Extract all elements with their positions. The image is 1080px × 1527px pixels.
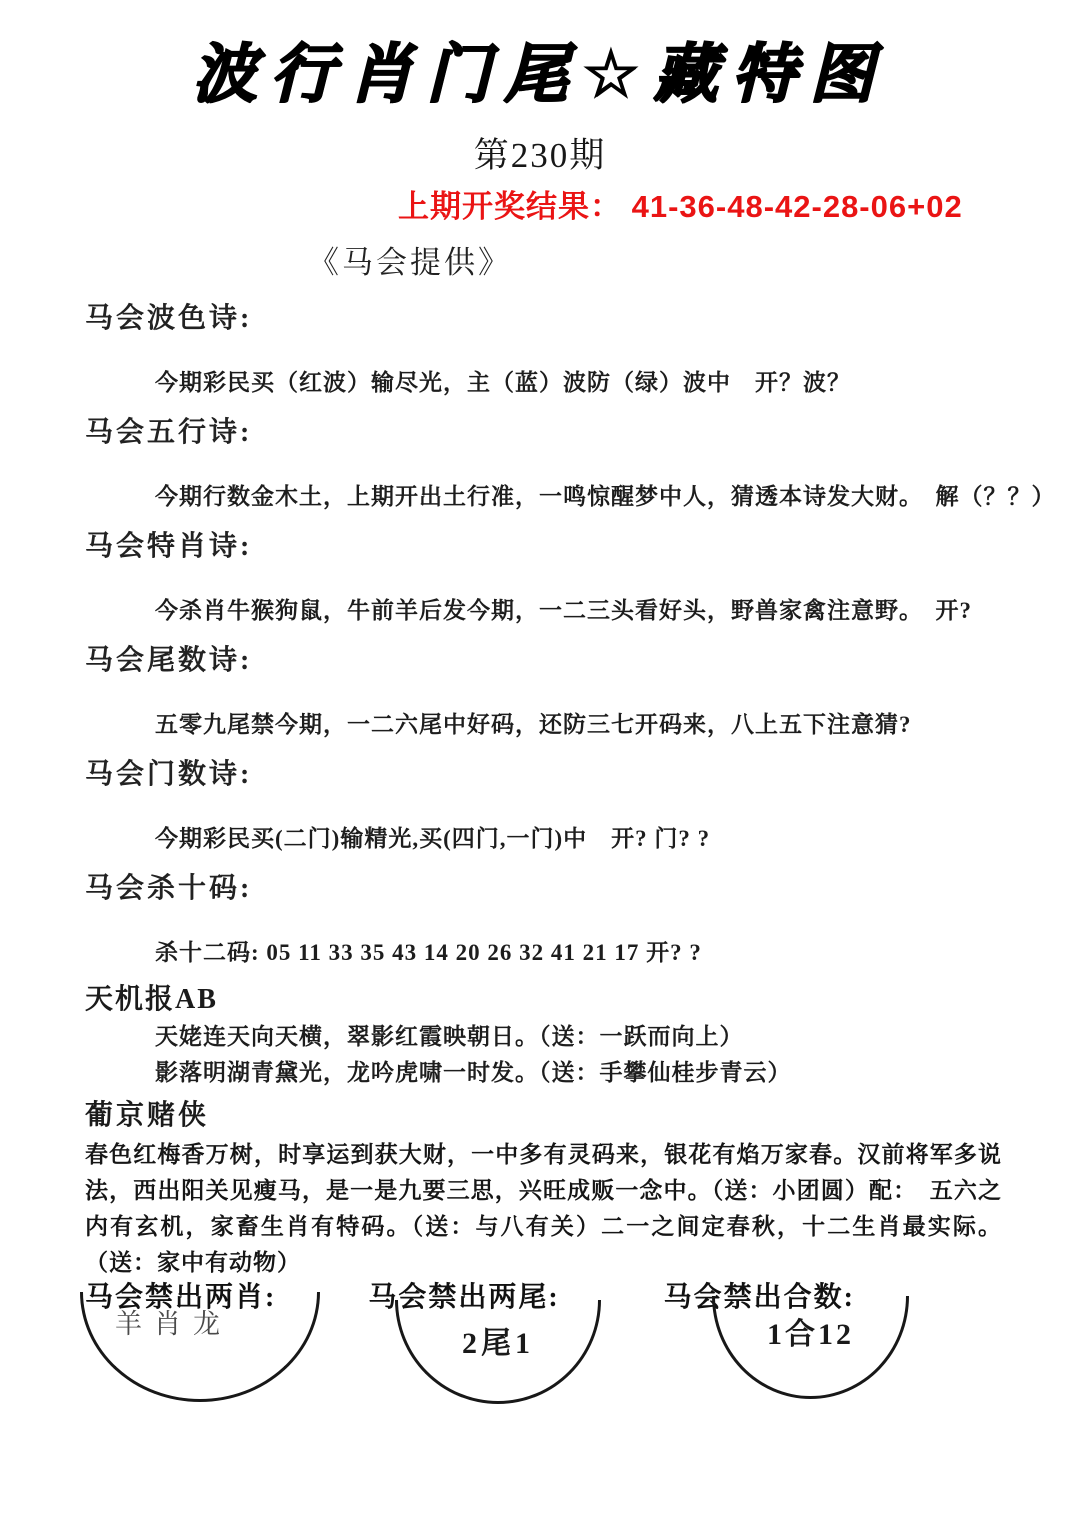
section-poem-wave-color: 今期彩民买（红波）输尽光，主（蓝）波防（绿）波中 开？波？ (155, 370, 851, 395)
kill-twelve-codes-line: 杀十二码: 05 11 33 35 43 14 20 26 32 41 21 17 开? ? (155, 940, 702, 965)
section-heading-tail-number: 马会尾数诗: (85, 645, 253, 676)
pujing-gambler-heading: 葡京赌侠 (85, 1100, 210, 1131)
section-heading-five-elements: 马会五行诗: (85, 417, 253, 448)
forbidden-sum-oval (712, 1296, 909, 1399)
last-draw-result: 上期开奖结果： 41-36-48-42-28-06+02 (398, 189, 963, 224)
section-heading-gate-number: 马会门数诗: (85, 759, 253, 790)
section-poem-gate-number: 今期彩民买(二门)输精光,买(四门,一门)中 开? 门? ? (155, 826, 711, 851)
forbidden-two-zodiac-heading: 马会禁出两肖: (85, 1282, 277, 1313)
section-heading-wave-color: 马会波色诗: (85, 303, 253, 334)
forbidden-two-zodiac-value: 羊肖龙 (115, 1309, 232, 1339)
forbidden-sum-heading: 马会禁出合数: (663, 1282, 855, 1313)
provider-note: 《马会提供》 (308, 245, 512, 280)
tianji-report-heading: 天机报AB (85, 984, 218, 1015)
section-poem-tail-number: 五零九尾禁今期，一二六尾中好码，还防三七开码来，八上五下注意猜? (155, 712, 912, 737)
page-title: 波行肖门尾☆藏特图 (192, 38, 888, 112)
forbidden-two-tails-oval (395, 1300, 601, 1404)
section-poem-special-zodiac: 今杀肖牛猴狗鼠，牛前羊后发今期，一二三头看好头，野兽家禽注意野。 开? (155, 598, 972, 623)
issue-number: 第230期 (473, 136, 607, 175)
section-poem-five-elements: 今期行数金木土，上期开出土行准，一鸣惊醒梦中人，猜透本诗发大财。 解（？？） (155, 484, 1056, 509)
tianji-line-1: 天姥连天向天横，翠影红霞映朝日。（送：一跃而向上） (155, 1024, 744, 1049)
pujing-gambler-paragraph: 春色红梅香万树，时享运到获大财，一中多有灵码来，银花有焰万家春。汉前将军多说法，西出阳关见瘦马，是一是九要三思，兴旺成贩一念中。（送：小团圆）配： 五六之内有玄机，家畜生肖有特码。（送：与八有关）二一之间定春秋，十二生肖最实际。（送：家中有动物） (85, 1142, 1002, 1275)
forbidden-two-zodiac-oval (80, 1292, 320, 1402)
forbidden-two-tails-heading: 马会禁出两尾: (368, 1282, 560, 1313)
section-heading-special-zodiac: 马会特肖诗: (85, 531, 253, 562)
section-heading-kill-ten-codes: 马会杀十码: (85, 873, 253, 904)
forbidden-sum-value: 1合12 (767, 1318, 854, 1351)
tianji-line-2: 影落明湖青黛光，龙吟虎啸一时发。（送：手攀仙桂步青云） (155, 1060, 792, 1085)
forbidden-two-tails-value: 2尾1 (462, 1327, 534, 1360)
